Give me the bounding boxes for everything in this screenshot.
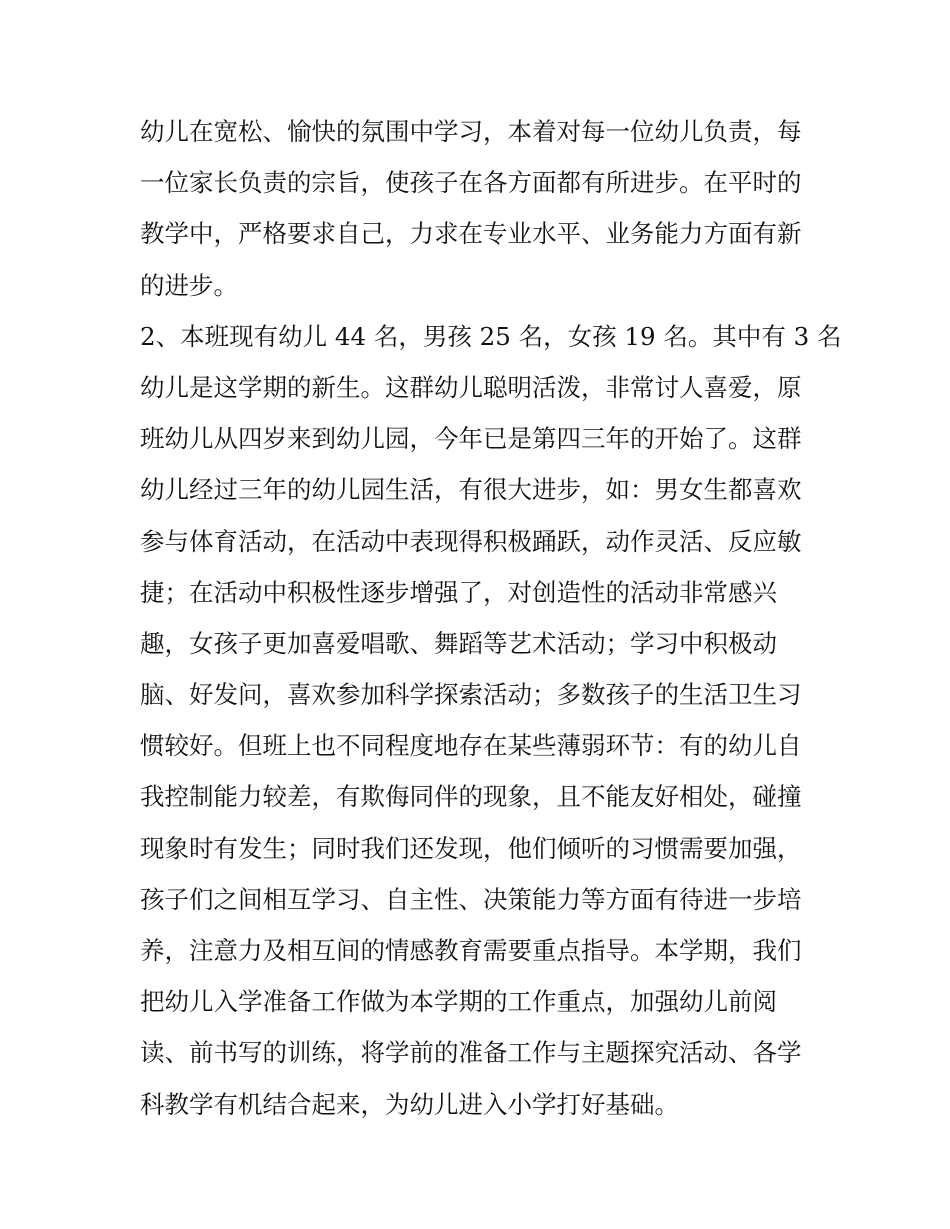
text-line: 教学中，严格要求自己，力求在专业水平、业务能力方面有新 — [140, 219, 802, 249]
text-line: 把幼儿入学准备工作做为本学期的工作重点，加强幼儿前阅 — [140, 987, 777, 1017]
text-line: 2、本班现有幼儿 44 名，男孩 25 名，女孩 19 名。其中有 3 名 — [140, 321, 842, 351]
text-line: 参与体育活动，在活动中表现得积极踊跃，动作灵活、反应敏 — [140, 526, 802, 556]
text-line: 惯较好。但班上也不同程度地存在某些薄弱环节：有的幼儿自 — [140, 731, 802, 761]
text-line: 我控制能力较差，有欺侮同伴的现象，且不能友好相处，碰撞 — [140, 782, 802, 812]
text-line: 的进步。 — [140, 270, 238, 300]
body-text — [140, 106, 842, 1130]
text-line: 孩子们之间相互学习、自主性、决策能力等方面有待进一步培 — [140, 884, 802, 914]
text-line: 幼儿是这学期的新生。这群幼儿聪明活泼，非常讨人喜爱，原 — [140, 372, 802, 402]
text-line: 脑、好发问，喜欢参加科学探索活动；多数孩子的生活卫生习 — [140, 680, 802, 710]
text-line: 幼儿在宽松、愉快的氛围中学习，本着对每一位幼儿负责，每 — [140, 117, 802, 146]
text-line: 现象时有发生；同时我们还发现，他们倾听的习惯需要加强， — [140, 833, 802, 863]
text-line: 科教学有机结合起来，为幼儿进入小学打好基础。 — [140, 1089, 679, 1119]
text-line: 读、前书写的训练，将学前的准备工作与主题探究活动、各学 — [140, 1038, 802, 1068]
text-line: 一位家长负责的宗旨，使孩子在各方面都有所进步。在平时的 — [140, 168, 802, 198]
text-line: 幼儿经过三年的幼儿园生活，有很大进步，如：男女生都喜欢 — [140, 475, 802, 505]
text-line: 班幼儿从四岁来到幼儿园，今年已是第四三年的开始了。这群 — [140, 424, 802, 454]
text-line: 养，注意力及相互间的情感教育需要重点指导。本学期，我们 — [140, 936, 802, 965]
text-line: 趣，女孩子更加喜爱唱歌、舞蹈等艺术活动；学习中积极动 — [140, 628, 777, 658]
text-line: 捷；在活动中积极性逐步增强了，对创造性的活动非常感兴 — [140, 577, 777, 607]
